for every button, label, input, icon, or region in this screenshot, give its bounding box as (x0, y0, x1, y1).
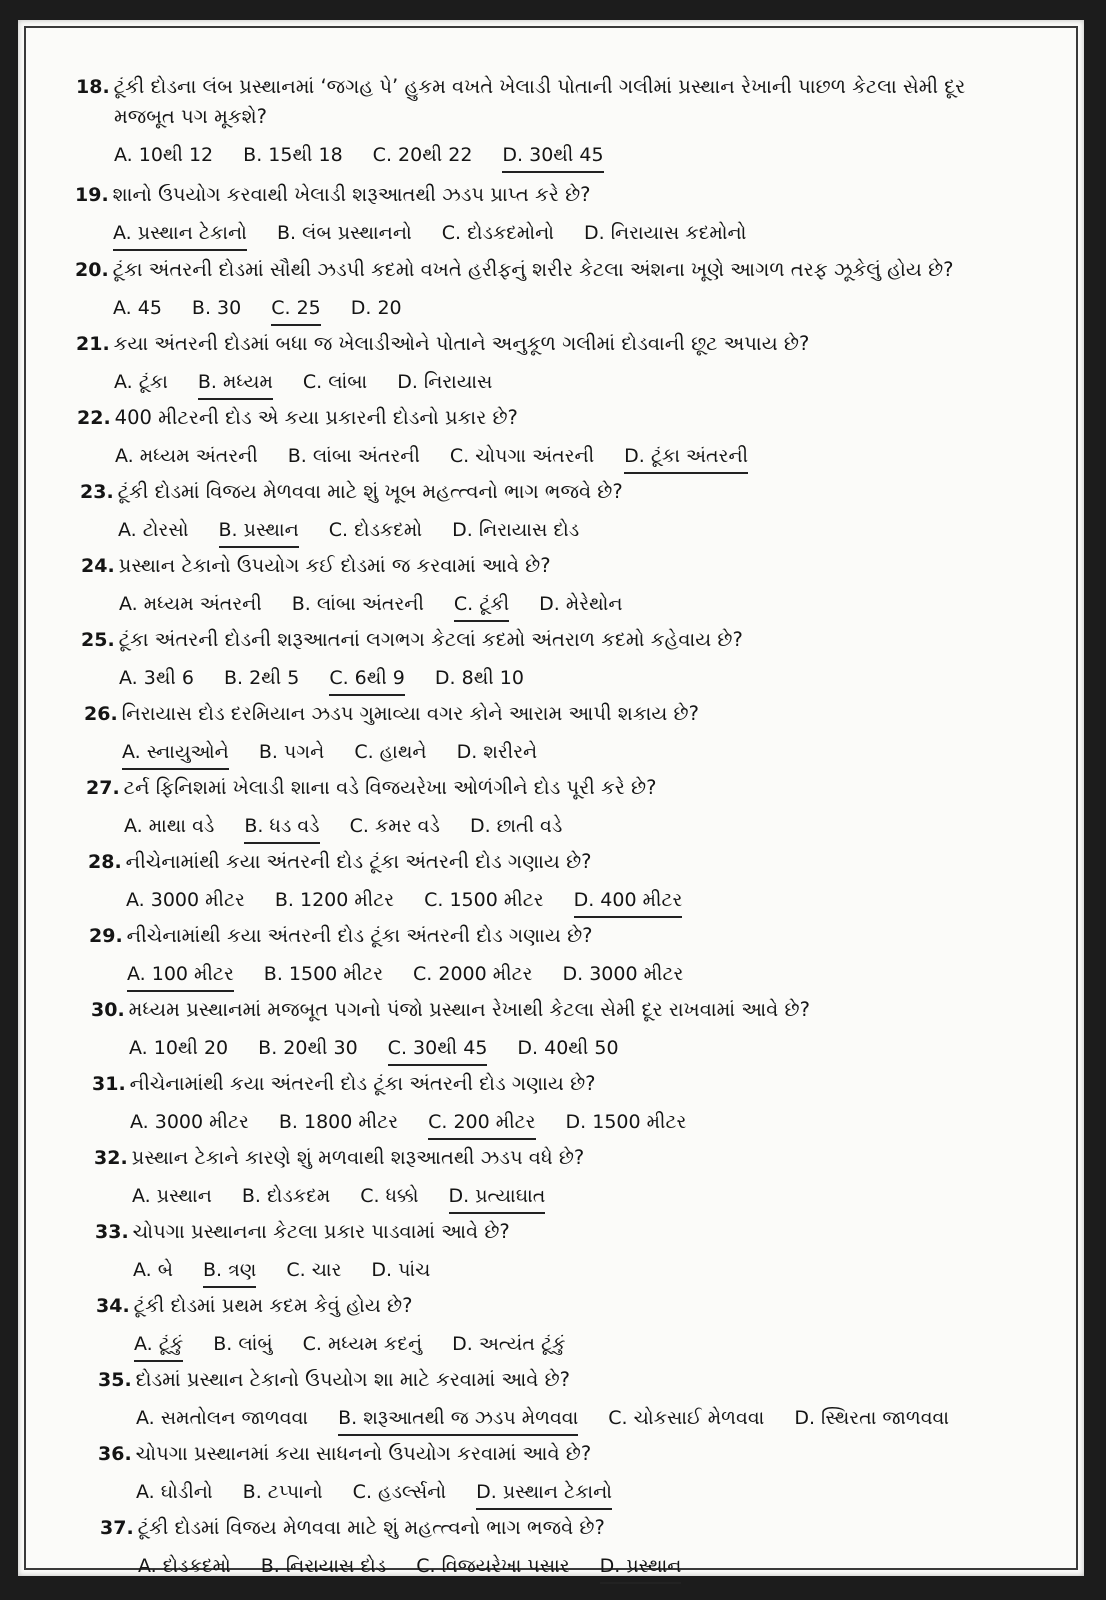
question-text: ટર્ન ફિનિશમાં ખેલાડી શાના વડે વિજયરેખા ઓળંગીને દોડ પૂરી કરે છે? (123, 776, 657, 799)
options-row (81, 663, 1106, 696)
question-line (81, 625, 1106, 655)
option: A. ટોરસો (118, 519, 189, 541)
answer-option-underlined: B. ધડ વડે (244, 811, 319, 844)
question-item (18, 1291, 1106, 1362)
option: B. 1200 મીટર (274, 889, 395, 911)
option: D. નિરાયાસ કદમોનો (584, 222, 747, 244)
option: C. હડર્લ્સનો (352, 1481, 447, 1503)
question-item (18, 477, 1106, 548)
question-text: ટૂંકી દોડના લંબ પ્રસ્થાનમાં ‘જગહ પે’ હુકમ વખતે ખેલાડી પોતાની ગલીમાં પ્રસ્થાન રેખાની પાછળ કેટલા સેમી દૂર (113, 75, 966, 98)
answer-option-underlined: A. 100 મીટર (127, 959, 234, 992)
option: A. ઘોડીનો (136, 1481, 213, 1503)
question-item (18, 1513, 1106, 1584)
options-row (80, 515, 1106, 548)
option: A. ટૂંકા (114, 371, 168, 393)
question-line (95, 1217, 1106, 1247)
question-number: 32. (94, 1147, 128, 1169)
question-number: 23. (80, 481, 114, 503)
answer-option-underlined: A. ટૂંકું (134, 1329, 183, 1362)
option: A. મધ્યમ અંતરની (119, 593, 262, 615)
option: B. 1500 મીટર (263, 963, 384, 985)
question-text: ટૂંકા અંતરની દોડમાં સૌથી ઝડપી કદમો વખતે હરીફનું શરીર કેટલા અંશના ખૂણે આગળ તરફ ઝૂકેલું હોય છે? (112, 258, 954, 281)
option: B. દોડકદમ (241, 1185, 331, 1207)
option: B. લાંબું (213, 1333, 273, 1355)
question-line (96, 1291, 1106, 1321)
question-line (98, 1439, 1106, 1469)
options-row (75, 218, 1106, 251)
question-number: 33. (95, 1221, 129, 1243)
option: A. દોડકદમો (138, 1555, 231, 1577)
option: C. લાંબા (302, 371, 368, 393)
answer-option-underlined: B. શરૂઆતથી જ ઝડપ મેળવવા (338, 1403, 578, 1436)
question-number: 22. (77, 407, 111, 429)
question-text: નીચેનામાંથી કયા અંતરની દોડ ટૂંકા અંતરની દોડ ગણાય છે? (125, 850, 592, 873)
answer-option-underlined: C. 6થી 9 (329, 663, 405, 696)
question-line (91, 995, 1106, 1025)
answer-option-underlined: D. 400 મીટર (574, 885, 683, 918)
question-text: નીચેનામાંથી કયા અંતરની દોડ ટૂંકા અંતરની દોડ ગણાય છે? (129, 1072, 596, 1095)
question-line (86, 773, 1106, 803)
options-row (76, 140, 1106, 173)
option: B. લાંબા અંતરની (287, 445, 420, 467)
question-number: 19. (75, 184, 109, 206)
question-line (92, 1069, 1106, 1099)
option: A. પ્રસ્થાન (132, 1185, 212, 1207)
option: C. ચાર (286, 1259, 342, 1281)
question-line (81, 551, 1106, 581)
option: C. કમર વડે (349, 815, 440, 837)
option: D. નિરાયાસ દોડ (452, 519, 580, 541)
question-line (94, 1143, 1106, 1173)
question-text: ટૂંકા અંતરની દોડની શરૂઆતનાં લગભગ કેટલાં કદમો અંતરાળ કદમો કહેવાય છે? (118, 628, 743, 651)
question-item (18, 921, 1106, 992)
option: D. 3000 મીટર (562, 963, 684, 985)
option: D. છાતી વડે (469, 815, 563, 837)
question-number: 28. (88, 851, 122, 873)
options-row (95, 1255, 1106, 1288)
question-line (100, 1513, 1106, 1543)
option: B. પગને (258, 741, 325, 763)
option: A. 3000 મીટર (130, 1111, 249, 1133)
question-item (18, 699, 1106, 770)
options-row (98, 1403, 1106, 1436)
question-item (18, 625, 1106, 696)
option: B. 2થી 5 (223, 667, 300, 689)
question-number: 31. (92, 1073, 126, 1095)
question-line (80, 477, 1106, 507)
option: D. શરીરને (456, 741, 538, 763)
option: C. 20થી 22 (372, 144, 473, 166)
question-item (18, 329, 1106, 400)
question-text: 400 મીટરની દોડ એ કયા પ્રકારની દોડનો પ્રકાર છે? (114, 406, 518, 429)
option: B. લંબ પ્રસ્થાનનો (276, 222, 412, 244)
option: C. દોડકદમોનો (441, 222, 555, 244)
question-item (18, 255, 1106, 326)
option: B. નિરાયાસ દોડ (260, 1555, 387, 1577)
question-item (18, 72, 1106, 173)
question-number: 24. (81, 555, 115, 577)
option: B. 20થી 30 (258, 1037, 358, 1059)
question-item (18, 1143, 1106, 1214)
options-row (89, 959, 1106, 992)
option: D. અત્યંત ટૂંકું (452, 1333, 566, 1355)
option: B. 30 (191, 297, 242, 319)
options-row (75, 293, 1106, 326)
question-number: 21. (76, 333, 110, 355)
question-item (18, 847, 1106, 918)
answer-option-underlined: D. ટૂંકા અંતરની (624, 441, 748, 474)
question-item (18, 1439, 1106, 1510)
answer-option-underlined: B. ત્રણ (203, 1255, 256, 1288)
option: A. 3થી 6 (119, 667, 194, 689)
question-text: પ્રસ્થાન ટેકાનો ઉપયોગ કઈ દોડમાં જ કરવામાં આવે છે? (118, 554, 551, 577)
answer-option-underlined: D. 30થી 45 (502, 140, 603, 173)
question-line (84, 699, 1106, 729)
option: B. લાંબા અંતરની (291, 593, 424, 615)
options-row (84, 737, 1106, 770)
options-row (96, 1329, 1106, 1362)
answer-option-underlined: A. સ્નાયુઓને (122, 737, 229, 770)
question-item (18, 551, 1106, 622)
option: D. નિરાયાસ (397, 371, 493, 393)
option: C. વિજયરેખા પસાર (416, 1555, 570, 1577)
option: A. 10થી 12 (114, 144, 214, 166)
document-page (18, 20, 1084, 1576)
question-text: દોડમાં પ્રસ્થાન ટેકાનો ઉપયોગ શા માટે કરવામાં આવે છે? (135, 1368, 571, 1391)
option: C. 1500 મીટર (424, 889, 544, 911)
option: C. હાથને (354, 741, 427, 763)
question-number: 25. (81, 629, 115, 651)
option: C. મધ્યમ કદનું (302, 1333, 423, 1355)
question-line (88, 847, 1106, 877)
question-text: ટૂંકી દોડમાં વિજય મેળવવા માટે શું ખૂબ મહત્ત્વનો ભાગ ભજવે છે? (117, 480, 623, 503)
option: C. ચોકસાઈ મેળવવા (608, 1407, 765, 1429)
options-row (86, 811, 1106, 844)
option: B. ટપ્પાનો (242, 1481, 323, 1503)
option: A. સમતોલન જાળવવા (136, 1407, 309, 1429)
question-text: ચોપગા પ્રસ્થાનના કેટલા પ્રકાર પાડવામાં આવે છે? (132, 1220, 510, 1243)
answer-option-underlined: B. મધ્યમ (198, 367, 273, 400)
question-text: નીચેનામાંથી કયા અંતરની દોડ ટૂંકા અંતરની દોડ ગણાય છે? (126, 924, 593, 947)
option: A. માથા વડે (124, 815, 215, 837)
question-item (18, 1365, 1106, 1436)
question-text: ટૂંકી દોડમાં પ્રથમ કદમ કેવું હોય છે? (133, 1294, 413, 1317)
question-item (18, 403, 1106, 474)
options-row (88, 885, 1106, 918)
question-text: મધ્યમ પ્રસ્થાનમાં મજબૂત પગનો પંજો પ્રસ્થાન રેખાથી કેટલા સેમી દૂર રાખવામાં આવે છે? (128, 998, 810, 1021)
option: D. સ્થિરતા જાળવવા (794, 1407, 950, 1429)
question-line (76, 72, 1106, 102)
question-number: 18. (76, 76, 110, 98)
answer-option-underlined: C. 25 (271, 293, 321, 326)
option: D. પાંચ (371, 1259, 431, 1281)
option: A. 45 (113, 297, 162, 319)
question-text-continued: મજબૂત પગ મૂકશે? (114, 105, 268, 128)
options-row (92, 1107, 1106, 1140)
answer-option-underlined: C. 30થી 45 (388, 1033, 488, 1066)
question-number: 37. (100, 1517, 134, 1539)
option: B. 1800 મીટર (278, 1111, 399, 1133)
question-text: ચોપગા પ્રસ્થાનમાં કયા સાધનનો ઉપયોગ કરવામાં આવે છે? (135, 1442, 592, 1465)
question-text: ટૂંકી દોડમાં વિજય મેળવવા માટે શું મહત્ત્વનો ભાગ ભજવે છે? (137, 1516, 605, 1539)
options-row (91, 1033, 1106, 1066)
option: C. દોડકદમો (328, 519, 423, 541)
answer-option-underlined: D. પ્રસ્થાન (600, 1551, 682, 1584)
option: D. 40થી 50 (517, 1037, 619, 1059)
question-line (75, 180, 1106, 210)
question-line (77, 403, 1106, 433)
question-text: શાનો ઉપયોગ કરવાથી ખેલાડી શરૂઆતથી ઝડપ પ્રાપ્ત કરે છે? (112, 183, 591, 206)
question-item (18, 1217, 1106, 1288)
option: D. 8થી 10 (434, 667, 524, 689)
options-row (98, 1477, 1106, 1510)
option: A. બે (133, 1259, 173, 1281)
option: A. 10થી 20 (129, 1037, 229, 1059)
question-line (75, 255, 1106, 285)
option: A. 3000 મીટર (126, 889, 245, 911)
option: A. મધ્યમ અંતરની (115, 445, 258, 467)
question-line (89, 921, 1106, 951)
options-row (77, 441, 1106, 474)
question-number: 20. (75, 259, 109, 281)
question-item (18, 773, 1106, 844)
question-line (98, 1365, 1106, 1395)
question-text: કયા અંતરની દોડમાં બધા જ ખેલાડીઓને પોતાને અનુકૂળ ગલીમાં દોડવાની છૂટ અપાય છે? (113, 332, 810, 355)
answer-option-underlined: B. પ્રસ્થાન (219, 515, 299, 548)
question-item (18, 995, 1106, 1066)
options-row (94, 1181, 1106, 1214)
option: B. 15થી 18 (243, 144, 343, 166)
option: C. ધક્કો (360, 1185, 419, 1207)
options-row (76, 367, 1106, 400)
question-number: 26. (84, 703, 118, 725)
answer-option-underlined: C. ટૂંકી (454, 589, 509, 622)
answer-option-underlined: D. પ્રત્યાઘાત (449, 1181, 546, 1214)
question-item (18, 1069, 1106, 1140)
question-number: 36. (98, 1443, 132, 1465)
answer-option-underlined: D. પ્રસ્થાન ટેકાનો (476, 1477, 612, 1510)
answer-option-underlined: C. 200 મીટર (428, 1107, 535, 1140)
option: D. મેરેથોન (539, 593, 623, 615)
option: D. 20 (350, 297, 402, 319)
question-number: 27. (86, 777, 120, 799)
question-number: 35. (98, 1369, 132, 1391)
question-text: પ્રસ્થાન ટેકાને કારણે શું મળવાથી શરૂઆતથી ઝડપ વધે છે? (131, 1146, 585, 1169)
question-number: 30. (91, 999, 125, 1021)
question-item (18, 180, 1106, 251)
options-row (100, 1551, 1106, 1584)
option: C. 2000 મીટર (413, 963, 533, 985)
option: C. ચોપગા અંતરની (449, 445, 595, 467)
question-number: 34. (96, 1295, 130, 1317)
answer-option-underlined: A. પ્રસ્થાન ટેકાનો (113, 218, 247, 251)
question-text: નિરાયાસ દોડ દરમિયાન ઝડપ ગુમાવ્યા વગર કોને આરામ આપી શકાય છે? (121, 702, 699, 725)
option: D. 1500 મીટર (565, 1111, 687, 1133)
question-number: 29. (89, 925, 123, 947)
options-row (81, 589, 1106, 622)
question-line (76, 329, 1106, 359)
